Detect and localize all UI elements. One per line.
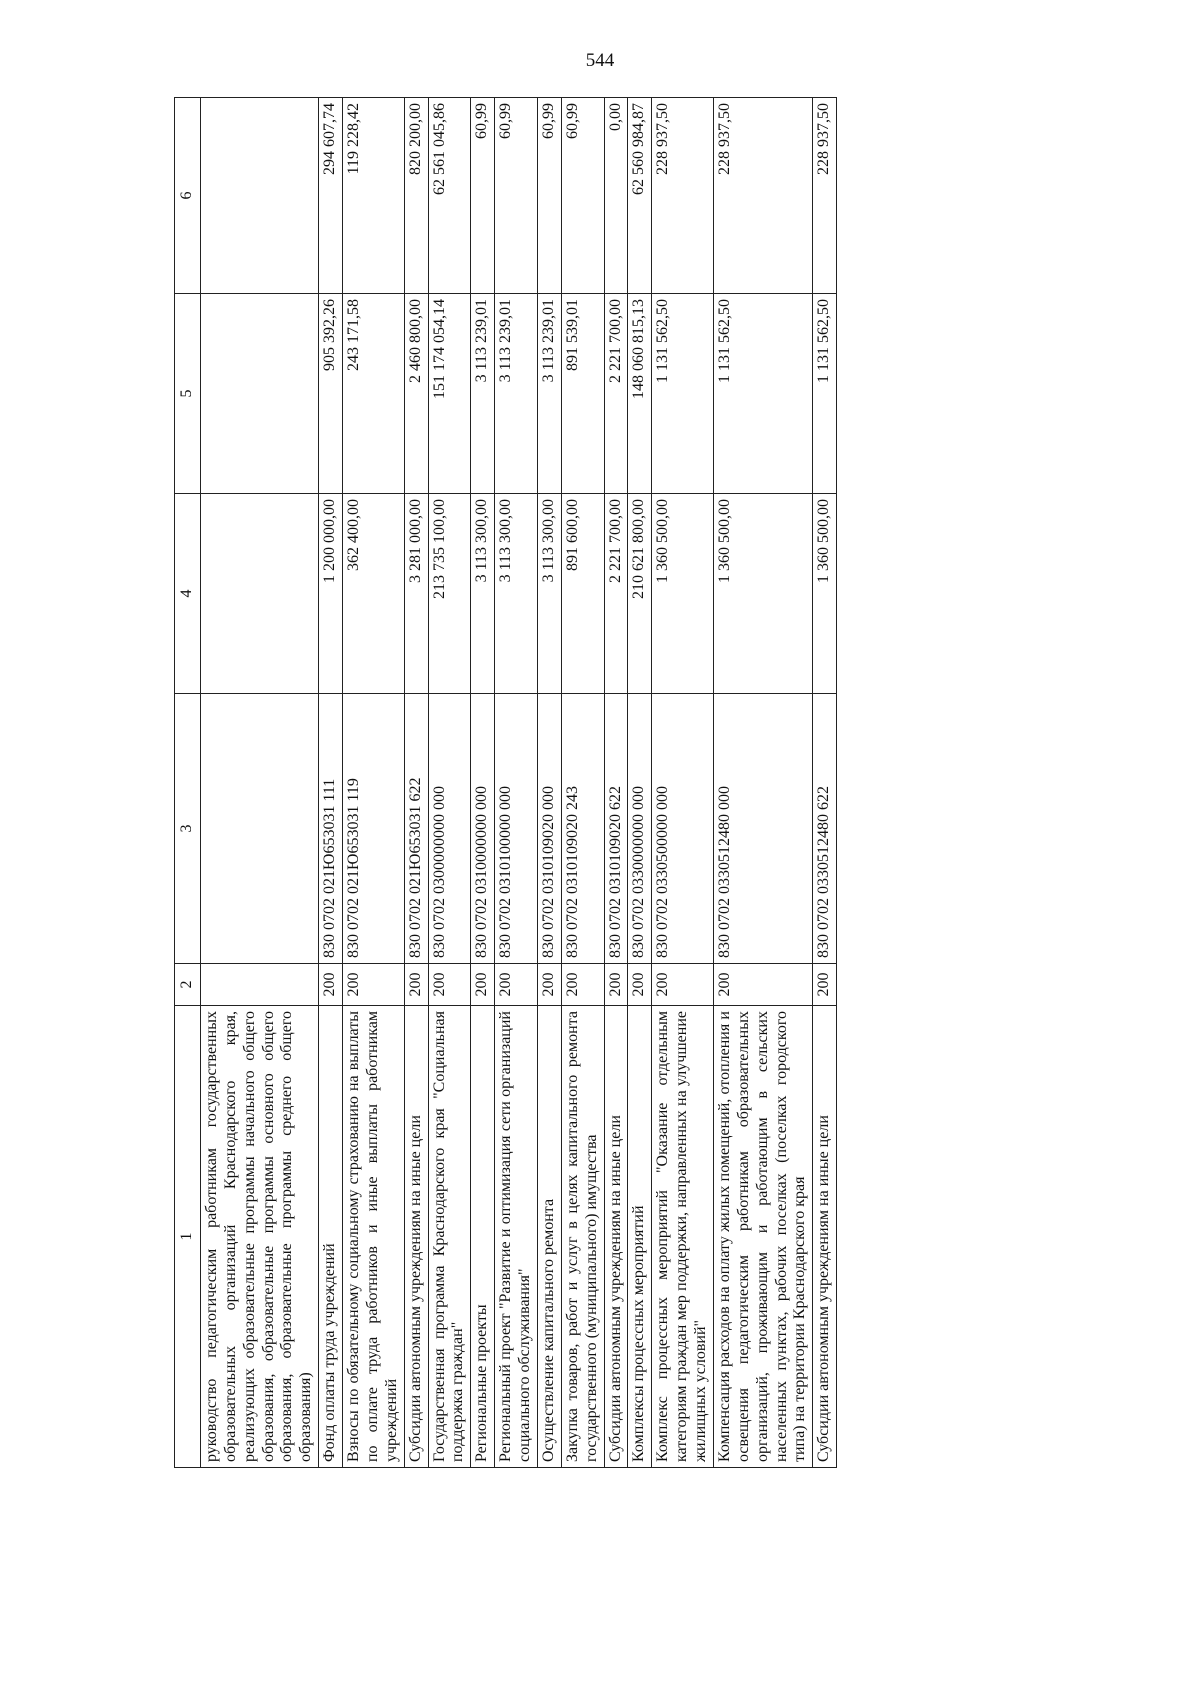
row-classification-code: 830 0702 0330512480 000 [713, 694, 812, 964]
row-classification-code: 830 0702 021Ю653031 111 [319, 694, 343, 964]
row-name: Субсидии автономным учреждениям на иные цели [604, 1006, 628, 1468]
row-approved-value: 891 600,00 [561, 494, 604, 694]
row-name: Субсидии автономным учреждениям на иные цели [404, 1006, 428, 1468]
row-executed-value: 2 460 800,00 [404, 294, 428, 494]
row-admin-code: 200 [495, 964, 538, 1006]
row-remaining-value: 820 200,00 [404, 98, 428, 294]
table-row [495, 98, 538, 1468]
row-remaining-value: 228 937,50 [713, 98, 812, 294]
row-remaining-value: 62 561 045,86 [428, 98, 471, 294]
row-classification-code: 830 0702 0300000000 000 [428, 694, 471, 964]
row-executed-value: 3 113 239,01 [537, 294, 561, 494]
column-header: 1 [175, 1006, 201, 1468]
row-executed-value: 891 539,01 [561, 294, 604, 494]
row-executed-value: 148 060 815,13 [628, 294, 652, 494]
row-classification-code: 830 0702 0310100000 000 [495, 694, 538, 964]
row-admin-code: 200 [628, 964, 652, 1006]
row-admin-code: 200 [713, 964, 812, 1006]
table-row [813, 98, 837, 1468]
row-classification-code: 830 0702 0310109020 000 [537, 694, 561, 964]
row-classification-code: 830 0702 021Ю653031 119 [343, 694, 405, 964]
row-approved-value: 1 360 500,00 [813, 494, 837, 694]
table-row [343, 98, 405, 1468]
row-name: Компенсация расходов на оплату жилых помещений, отопления и освещения педагогическим работникам образовательных организаций, проживающим и работающим в сельских населенных пунктах, рабочих поселках (поселках городского типа) на территории Краснодарского края [713, 1006, 812, 1468]
row-classification-code: 830 0702 0330000000 000 [628, 694, 652, 964]
row-name: Фонд оплаты труда учреждений [319, 1006, 343, 1468]
column-header: 2 [175, 964, 201, 1006]
row-executed-value [200, 294, 318, 494]
row-executed-value: 1 131 562,50 [652, 294, 714, 494]
table-row [404, 98, 428, 1468]
row-executed-value: 1 131 562,50 [713, 294, 812, 494]
row-admin-code: 200 [813, 964, 837, 1006]
row-name: Комплекс процессных мероприятий "Оказание отдельным категориям граждан мер поддержки, направленных на улучшение жилищных условий" [652, 1006, 714, 1468]
row-approved-value: 210 621 800,00 [628, 494, 652, 694]
row-approved-value: 3 113 300,00 [471, 494, 495, 694]
row-remaining-value: 60,99 [471, 98, 495, 294]
column-header: 4 [175, 494, 201, 694]
row-admin-code: 200 [404, 964, 428, 1006]
row-classification-code: 830 0702 021Ю653031 622 [404, 694, 428, 964]
row-classification-code: 830 0702 0310000000 000 [471, 694, 495, 964]
row-admin-code: 200 [652, 964, 714, 1006]
row-remaining-value: 228 937,50 [813, 98, 837, 294]
row-executed-value: 243 171,58 [343, 294, 405, 494]
row-name: руководство педагогическим работникам государственных образовательных организаций Краснодарского края, реализующих образовательные программы начального общего образования, образовательные программы основного общего образования, образовательные программы среднего общего образования) [200, 1006, 318, 1468]
row-admin-code: 200 [471, 964, 495, 1006]
row-remaining-value: 0,00 [604, 98, 628, 294]
column-header: 6 [175, 98, 201, 294]
header-row [175, 98, 201, 1468]
row-executed-value: 3 113 239,01 [471, 294, 495, 494]
row-approved-value [200, 494, 318, 694]
page-number: 544 [585, 50, 615, 71]
row-approved-value: 3 113 300,00 [495, 494, 538, 694]
row-executed-value: 905 392,26 [319, 294, 343, 494]
row-remaining-value: 60,99 [561, 98, 604, 294]
row-admin-code: 200 [319, 964, 343, 1006]
table-row [319, 98, 343, 1468]
row-admin-code: 200 [537, 964, 561, 1006]
row-approved-value: 213 735 100,00 [428, 494, 471, 694]
row-executed-value: 3 113 239,01 [495, 294, 538, 494]
row-classification-code [200, 694, 318, 964]
column-header: 3 [175, 694, 201, 964]
row-name: Государственная программа Краснодарского края "Социальная поддержка граждан" [428, 1006, 471, 1468]
row-remaining-value: 294 607,74 [319, 98, 343, 294]
row-name: Региональные проекты [471, 1006, 495, 1468]
table-row [537, 98, 561, 1468]
table-row [471, 98, 495, 1468]
row-classification-code: 830 0702 0310109020 243 [561, 694, 604, 964]
budget-table [174, 97, 837, 1468]
table-row [713, 98, 812, 1468]
table-row [200, 98, 318, 1468]
row-admin-code: 200 [428, 964, 471, 1006]
row-name: Осуществление капитального ремонта [537, 1006, 561, 1468]
row-admin-code: 200 [561, 964, 604, 1006]
row-name: Комплексы процессных мероприятий [628, 1006, 652, 1468]
row-admin-code: 200 [343, 964, 405, 1006]
row-admin-code [200, 964, 318, 1006]
row-remaining-value: 119 228,42 [343, 98, 405, 294]
table-row [652, 98, 714, 1468]
row-approved-value: 362 400,00 [343, 494, 405, 694]
row-approved-value: 1 200 000,00 [319, 494, 343, 694]
row-classification-code: 830 0702 0330500000 000 [652, 694, 714, 964]
column-header: 5 [175, 294, 201, 494]
row-approved-value: 2 221 700,00 [604, 494, 628, 694]
row-admin-code: 200 [604, 964, 628, 1006]
row-executed-value: 151 174 054,14 [428, 294, 471, 494]
table-row [628, 98, 652, 1468]
row-remaining-value: 62 560 984,87 [628, 98, 652, 294]
row-classification-code: 830 0702 0330512480 622 [813, 694, 837, 964]
row-approved-value: 1 360 500,00 [713, 494, 812, 694]
row-remaining-value: 60,99 [495, 98, 538, 294]
row-name: Взносы по обязательному социальному страхованию на выплаты по оплате труда работников и иные выплаты работникам учреждений [343, 1006, 405, 1468]
table-row [428, 98, 471, 1468]
row-name: Закупка товаров, работ и услуг в целях капитального ремонта государственного (муниципального) имущества [561, 1006, 604, 1468]
rotated-table-container [174, 98, 1084, 1468]
table-row [561, 98, 604, 1468]
row-name: Субсидии автономным учреждениям на иные цели [813, 1006, 837, 1468]
row-remaining-value: 60,99 [537, 98, 561, 294]
row-classification-code: 830 0702 0310109020 622 [604, 694, 628, 964]
row-executed-value: 2 221 700,00 [604, 294, 628, 494]
row-remaining-value [200, 98, 318, 294]
row-name: Региональный проект "Развитие и оптимизация сети организаций социального обслуживания" [495, 1006, 538, 1468]
row-approved-value: 3 281 000,00 [404, 494, 428, 694]
row-executed-value: 1 131 562,50 [813, 294, 837, 494]
table-row [604, 98, 628, 1468]
row-approved-value: 3 113 300,00 [537, 494, 561, 694]
row-remaining-value: 228 937,50 [652, 98, 714, 294]
row-approved-value: 1 360 500,00 [652, 494, 714, 694]
